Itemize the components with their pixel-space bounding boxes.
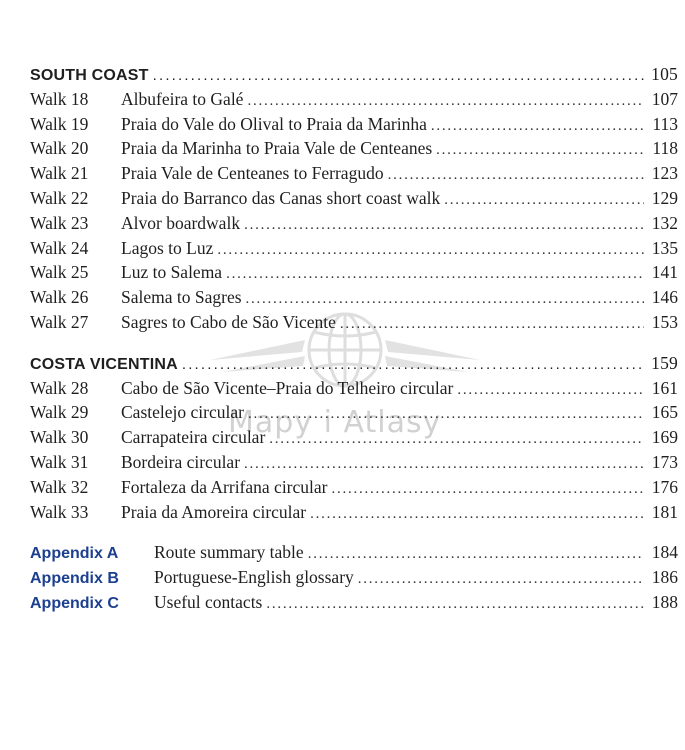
page-number: 135 [651,237,678,258]
watermark-text: Mapy i Atlasy [228,405,442,440]
page-number: 188 [651,591,678,612]
dot-leader [331,477,644,502]
toc-entry[interactable] [30,136,678,161]
page-number: 176 [651,476,678,497]
toc-entry[interactable] [30,450,678,475]
toc-entry[interactable] [30,161,678,186]
page-number: 173 [651,451,678,472]
section-heading-row[interactable] [30,62,678,87]
page-number: 132 [651,212,678,233]
walk-title: Lagos to Luz [121,237,214,258]
dot-leader [182,353,644,378]
dot-leader [388,163,644,188]
toc-entry[interactable] [30,260,678,285]
table-of-contents [30,62,678,631]
walk-label: Walk 23 [30,212,89,233]
walk-label: Walk 32 [30,476,89,497]
walk-title: Cabo de São Vicente–Praia do Telheiro circular [121,377,454,398]
dot-leader [308,542,644,567]
walk-label: Walk 30 [30,427,89,448]
walk-label: Walk 18 [30,88,89,109]
toc-entry[interactable] [30,500,678,525]
walk-title: Fortaleza da Arrifana circular [121,476,328,497]
dot-leader [310,502,644,527]
appendix-entry[interactable] [30,590,678,615]
toc-entry[interactable] [30,211,678,236]
walk-label: Walk 24 [30,237,89,258]
walk-label: Walk 21 [30,163,89,184]
walk-label: Walk 29 [30,402,89,423]
walk-label: Walk 19 [30,113,89,134]
toc-entry[interactable] [30,285,678,310]
toc-entry[interactable] [30,310,678,335]
walk-title: Salema to Sagres [121,287,242,308]
page-number: 105 [651,64,678,84]
appendix-entry[interactable] [30,540,678,565]
toc-entry[interactable] [30,376,678,401]
dot-leader [436,138,644,163]
page-number: 169 [651,427,678,448]
page-number: 107 [651,88,678,109]
walk-label: Walk 25 [30,262,89,283]
toc-entry[interactable] [30,87,678,112]
walk-title: Bordeira circular [121,451,241,472]
section-heading: COSTA VICENTINA [30,355,178,373]
dot-leader [358,567,644,592]
page-number: 165 [651,402,678,423]
walk-label: Walk 27 [30,311,89,332]
walk-title: Castelejo circular [121,402,244,423]
appendix-title: Useful contacts [154,591,263,612]
section-appendices [30,540,678,614]
toc-entry[interactable] [30,400,678,425]
walk-label: Walk 33 [30,501,89,522]
walk-title: Luz to Salema [121,262,223,283]
walk-title: Praia Vale de Centeanes to Ferragudo [121,163,384,184]
appendix-title: Portuguese-English glossary [154,567,354,588]
dot-leader [244,213,644,238]
walk-title: Praia do Vale do Olival to Praia da Marinha [121,113,427,134]
appendix-entry[interactable] [30,565,678,590]
walk-title: Praia da Amoreira circular [121,501,307,522]
page-number: 123 [651,163,678,184]
dot-leader [431,114,644,139]
dot-leader [266,592,644,617]
section-heading: SOUTH COAST [30,67,149,84]
dot-leader [340,312,644,337]
page-number: 184 [651,542,678,563]
section-south-coast [30,62,678,335]
page-number: 113 [652,113,678,134]
appendix-label: Appendix A [30,545,119,563]
walk-title: Sagres to Cabo de São Vicente [121,311,336,332]
toc-entry[interactable] [30,112,678,137]
toc-entry[interactable] [30,236,678,261]
dot-leader [248,402,644,427]
dot-leader [217,238,644,263]
appendix-title: Route summary table [154,542,304,563]
dot-leader [153,64,644,89]
appendix-label: Appendix B [30,570,119,588]
section-costa-vicentina [30,351,678,525]
walk-title: Albufeira to Galé [121,88,244,109]
dot-leader [244,452,644,477]
appendix-label: Appendix C [30,594,119,612]
walk-title: Praia da Marinha to Praia Vale de Centeanes [121,138,433,159]
walk-title: Alvor boardwalk [121,212,241,233]
page-number: 159 [651,352,678,373]
dot-leader [247,89,644,114]
page-number: 141 [651,262,678,283]
walk-title: Praia do Barranco das Canas short coast walk [121,187,441,208]
section-heading-row[interactable] [30,351,678,376]
walk-label: Walk 26 [30,287,89,308]
dot-leader [226,262,644,287]
dot-leader [457,378,644,403]
page-number: 161 [651,377,678,398]
dot-leader [444,188,644,213]
page-number: 129 [651,187,678,208]
page-number: 153 [651,311,678,332]
toc-entry[interactable] [30,475,678,500]
walk-title: Carrapateira circular [121,427,266,448]
page-number: 181 [651,501,678,522]
toc-entry[interactable] [30,186,678,211]
dot-leader [246,287,644,312]
page-number: 118 [652,138,678,159]
page-number: 146 [651,287,678,308]
page-number: 186 [651,567,678,588]
walk-label: Walk 31 [30,451,89,472]
dot-leader [269,427,644,452]
toc-entry[interactable] [30,425,678,450]
walk-label: Walk 22 [30,187,89,208]
walk-label: Walk 20 [30,138,89,159]
walk-label: Walk 28 [30,377,89,398]
